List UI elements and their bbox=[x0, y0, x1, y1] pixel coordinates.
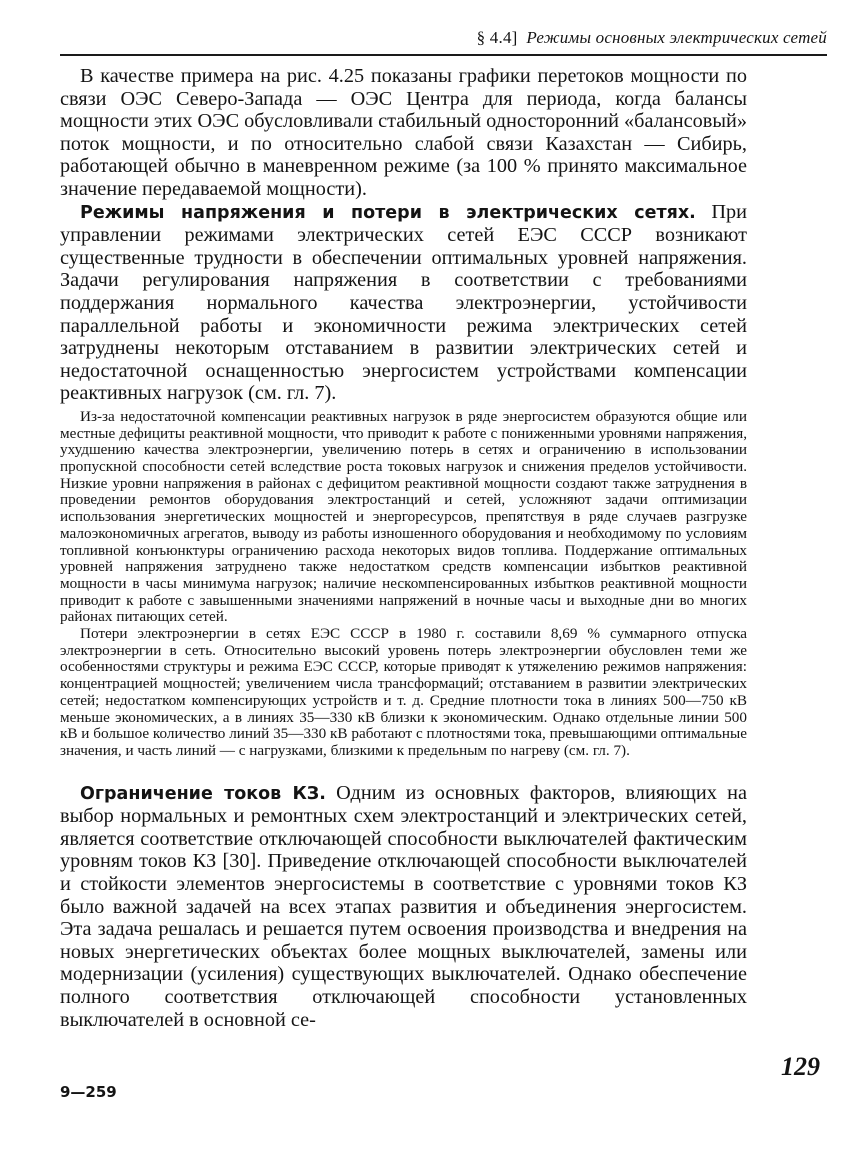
run-in-heading-short-circuit: Ограничение токов КЗ. bbox=[80, 783, 326, 804]
paragraph-example: В качестве примера на рис. 4.25 показаны графики перетоков мощности по связи ОЭС Северо-Запада — ОЭС Центра для периода, когда балансы мощности этих ОЭС обусловливали стабильный односторонний «балансовый» поток мощности, и по относительно слабой связи Казахстан — Сибирь, работающей обычно в маневренном режиме (за 100 % принято максимальное значение передаваемой мощности). bbox=[60, 65, 747, 200]
paragraph-short-circuit-text: Одним из основных факторов, влияющих на выбор нормальных и ремонтных схем электростанций и электрических сетей, является соответствие отключающей способности выключателей фактическим уровням токов КЗ [30]. Приведение отключающей способности выключателей и стойкости элементов энергосистемы в соответствие с уровнями токов КЗ было важной задачей на всех этапах развития и объединения энергосистем. Эта задача решалась и решается путем освоения производства и внедрения на новых энергетических объектах более мощных выключателей, замены или модернизации (усиления) существующих выключателей. Однако обеспечение полного соответствия отключающей способности установленных выключателей в основной се- bbox=[60, 781, 747, 1031]
running-header bbox=[477, 28, 827, 48]
smallprint-energy-losses: Потери электроэнергии в сетях ЕЭС СССР в 1980 г. составили 8,69 % суммарного отпуска электроэнергии в сеть. Относительно высокий уровень потерь электроэнергии обусловлен теми же особенностями структуры и режима ЕЭС СССР, которые приводят к утяжелению режимов напряжения: концентрацией мощностей; увеличением числа трансформаций; отставанием в развитии электрических сетей; недостатком компенсирующих устройств и т. д. Средние плотности тока в линиях 500—750 кВ меньше экономических, а в линиях 35—330 кВ близки к экономическим. Однако отдельные линии 500 кВ и большое количество линий 35—330 кВ работают с плотностями тока, превышающими оптимальные значения, и часть линий — с нагрузками, близкими к предельным по нагреву (см. гл. 7). bbox=[60, 625, 747, 759]
paragraph-short-circuit bbox=[60, 782, 747, 1032]
section-number: § 4.4] bbox=[476, 28, 518, 47]
printer-signature: 9—259 bbox=[60, 1083, 117, 1101]
header-rule bbox=[60, 54, 827, 56]
body-text bbox=[60, 65, 747, 1031]
paragraph-voltage-text: При управлении режимами электрических сетей ЕЭС СССР возникают существенные трудности в обеспечении оптимальных уровней напряжения. Задачи регулирования напряжения в соответствии с требованиями поддержания нормального качества электроэнергии, устойчивости параллельной работы и экономичности режима электрических сетей затруднены некоторым отставанием в развитии электрических сетей и недостаточной оснащенностью энергосистем устройствами компенсации реактивных нагрузок (см. гл. 7). bbox=[60, 200, 748, 405]
paragraph-voltage-modes bbox=[60, 201, 747, 405]
page-number: 129 bbox=[781, 1052, 820, 1081]
smallprint-reactive-compensation: Из-за недостаточной компенсации реактивных нагрузок в ряде энергосистем образуются общие или местные дефициты реактивной мощности, что приводит к работе с пониженными уровнями напряжения, ухудшению качества электроэнергии, увеличению потерь в сетях и ограничению в использовании пропускной способности сетей вследствие роста токовых нагрузок и снижения пределов устойчивости. Низкие уровни напряжения в районах с дефицитом реактивной мощности создают также затруднения в проведении ремонтов оборудования электростанций и сетей, усложняют задачи оптимизации использования энергетических мощностей и энергоресурсов, препятствуя в ряде случаев разгрузке малоэкономичных агрегатов, выводу из работы изношенного оборудования и необходимому по условиям топливной конъюнктуры ограничению расхода некоторых видов топлива. Поддержание оптимальных уровней напряжения затруднено также недостатком средств компенсации избытков реактивной мощности в часы минимума нагрузок; наличие нескомпенсированных избытков реактивной мощности приводит к работе с завышенными значениями напряжений в ночные часы и выходные дни во многих районах питающих сетей. bbox=[60, 407, 747, 626]
section-title: Режимы основных электрических сетей bbox=[526, 28, 827, 47]
run-in-heading-voltage: Режимы напряжения и потери в электрических сетях. bbox=[80, 202, 696, 223]
